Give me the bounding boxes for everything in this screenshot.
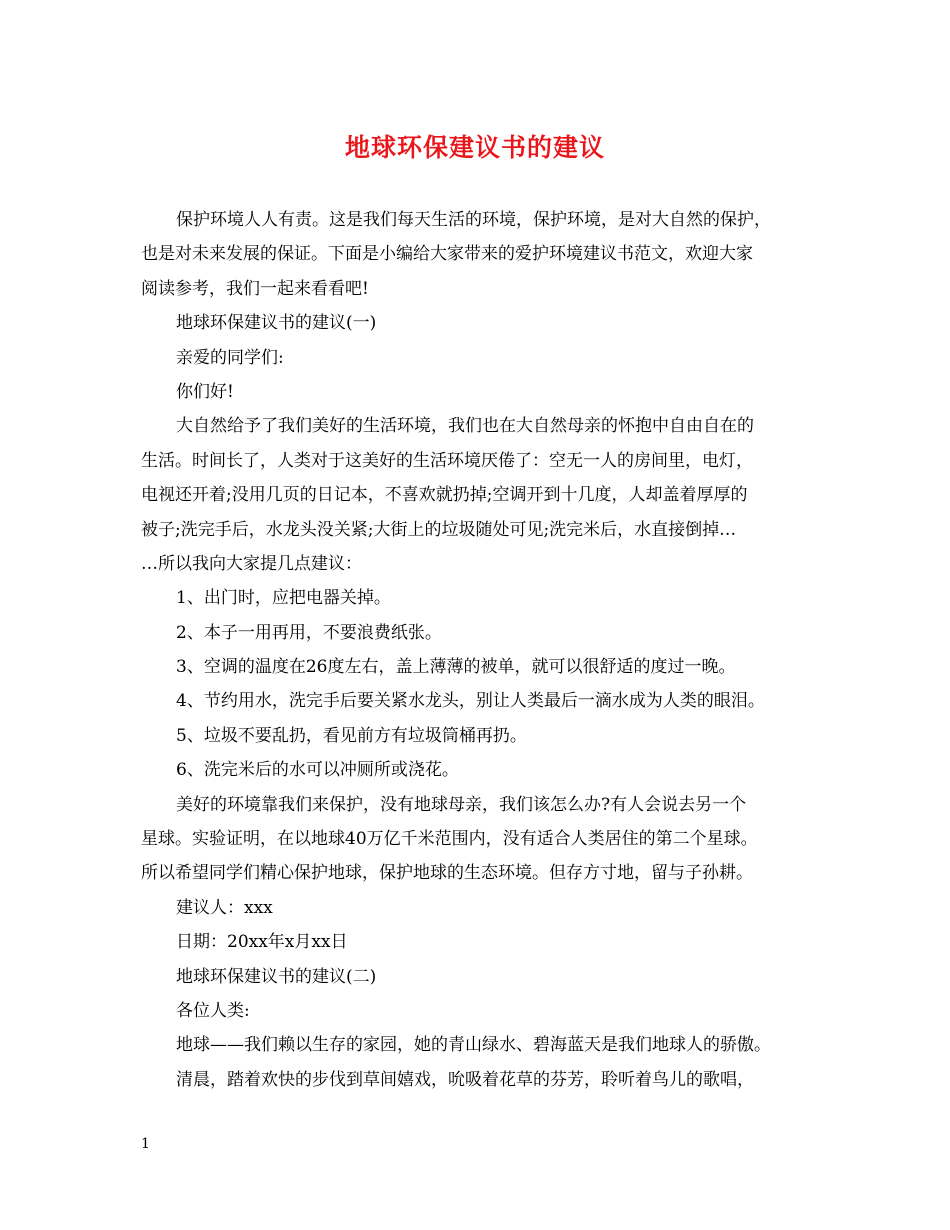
- list-item: 6、洗完米后的水可以冲厕所或浇花。: [176, 760, 459, 781]
- section-heading: 地球环保建议书的建议(一): [176, 313, 377, 334]
- greeting: 你们好!: [176, 381, 234, 402]
- signature-line: 建议人：xxx: [176, 897, 273, 918]
- paragraph-line: 阅读参考，我们一起来看看吧!: [141, 278, 369, 299]
- list-item: 2、本子一用再用，不要浪费纸张。: [176, 622, 442, 643]
- section-heading: 地球环保建议书的建议(二): [176, 966, 377, 987]
- paragraph-line: 清晨，踏着欢快的步伐到草间嬉戏，吮吸着花草的芬芳，聆听着鸟儿的歌唱，: [176, 1069, 754, 1090]
- document-title: 地球环保建议书的建议: [344, 133, 605, 162]
- list-item: 5、垃圾不要乱扔，看见前方有垃圾筒桶再扔。: [176, 725, 527, 746]
- document-body: [141, 203, 831, 1097]
- date-line: 日期：20xx年x月xx日: [176, 932, 348, 953]
- list-item: 1、出门时，应把电器关掉。: [176, 588, 391, 609]
- paragraph-line: 保护环境人人有责。这是我们每天生活的环境，保护环境，是对大自然的保护，: [176, 210, 771, 230]
- paragraph-line: 电视还开着;没用几页的日记本，不喜欢就扔掉;空调开到十几度，人却盖着厚厚的: [141, 485, 748, 506]
- paragraph-line: 美好的环境靠我们来保护，没有地球母亲，我们该怎么办?有人会说去另一个: [176, 794, 747, 815]
- paragraph-line: …所以我向大家提几点建议：: [141, 553, 362, 574]
- paragraph-line: 生活。时间长了，人类对于这美好的生活环境厌倦了：空无一人的房间里，电灯，: [141, 450, 753, 471]
- salutation: 亲爱的同学们:: [176, 347, 284, 368]
- list-item: 3、空调的温度在26度左右，盖上薄薄的被单，就可以很舒适的度过一晚。: [176, 657, 736, 678]
- page-number: 1: [141, 1136, 150, 1152]
- paragraph-line: 所以希望同学们精心保护地球，保护地球的生态环境。但存方寸地，留与子孙耕。: [141, 863, 753, 884]
- paragraph-line: 大自然给予了我们美好的生活环境，我们也在大自然母亲的怀抱中自由自在的: [176, 416, 754, 437]
- paragraph-line: 地球——我们赖以生存的家园，她的青山绿水、碧海蓝天是我们地球人的骄傲。: [176, 1035, 771, 1056]
- paragraph-line: 被子;洗完手后，水龙头没关紧;大街上的垃圾随处可见;洗完米后，水直接倒掉…: [141, 519, 737, 540]
- list-item: 4、节约用水，洗完手后要关紧水龙头，别让人类最后一滴水成为人类的眼泪。: [176, 691, 765, 712]
- paragraph-line: 星球。实验证明，在以地球40万亿千米范围内，没有适合人类居住的第二个星球。: [141, 829, 758, 850]
- salutation: 各位人类:: [176, 1000, 250, 1021]
- paragraph-line: 也是对未来发展的保证。下面是小编给大家带来的爱护环境建议书范文，欢迎大家: [141, 244, 753, 265]
